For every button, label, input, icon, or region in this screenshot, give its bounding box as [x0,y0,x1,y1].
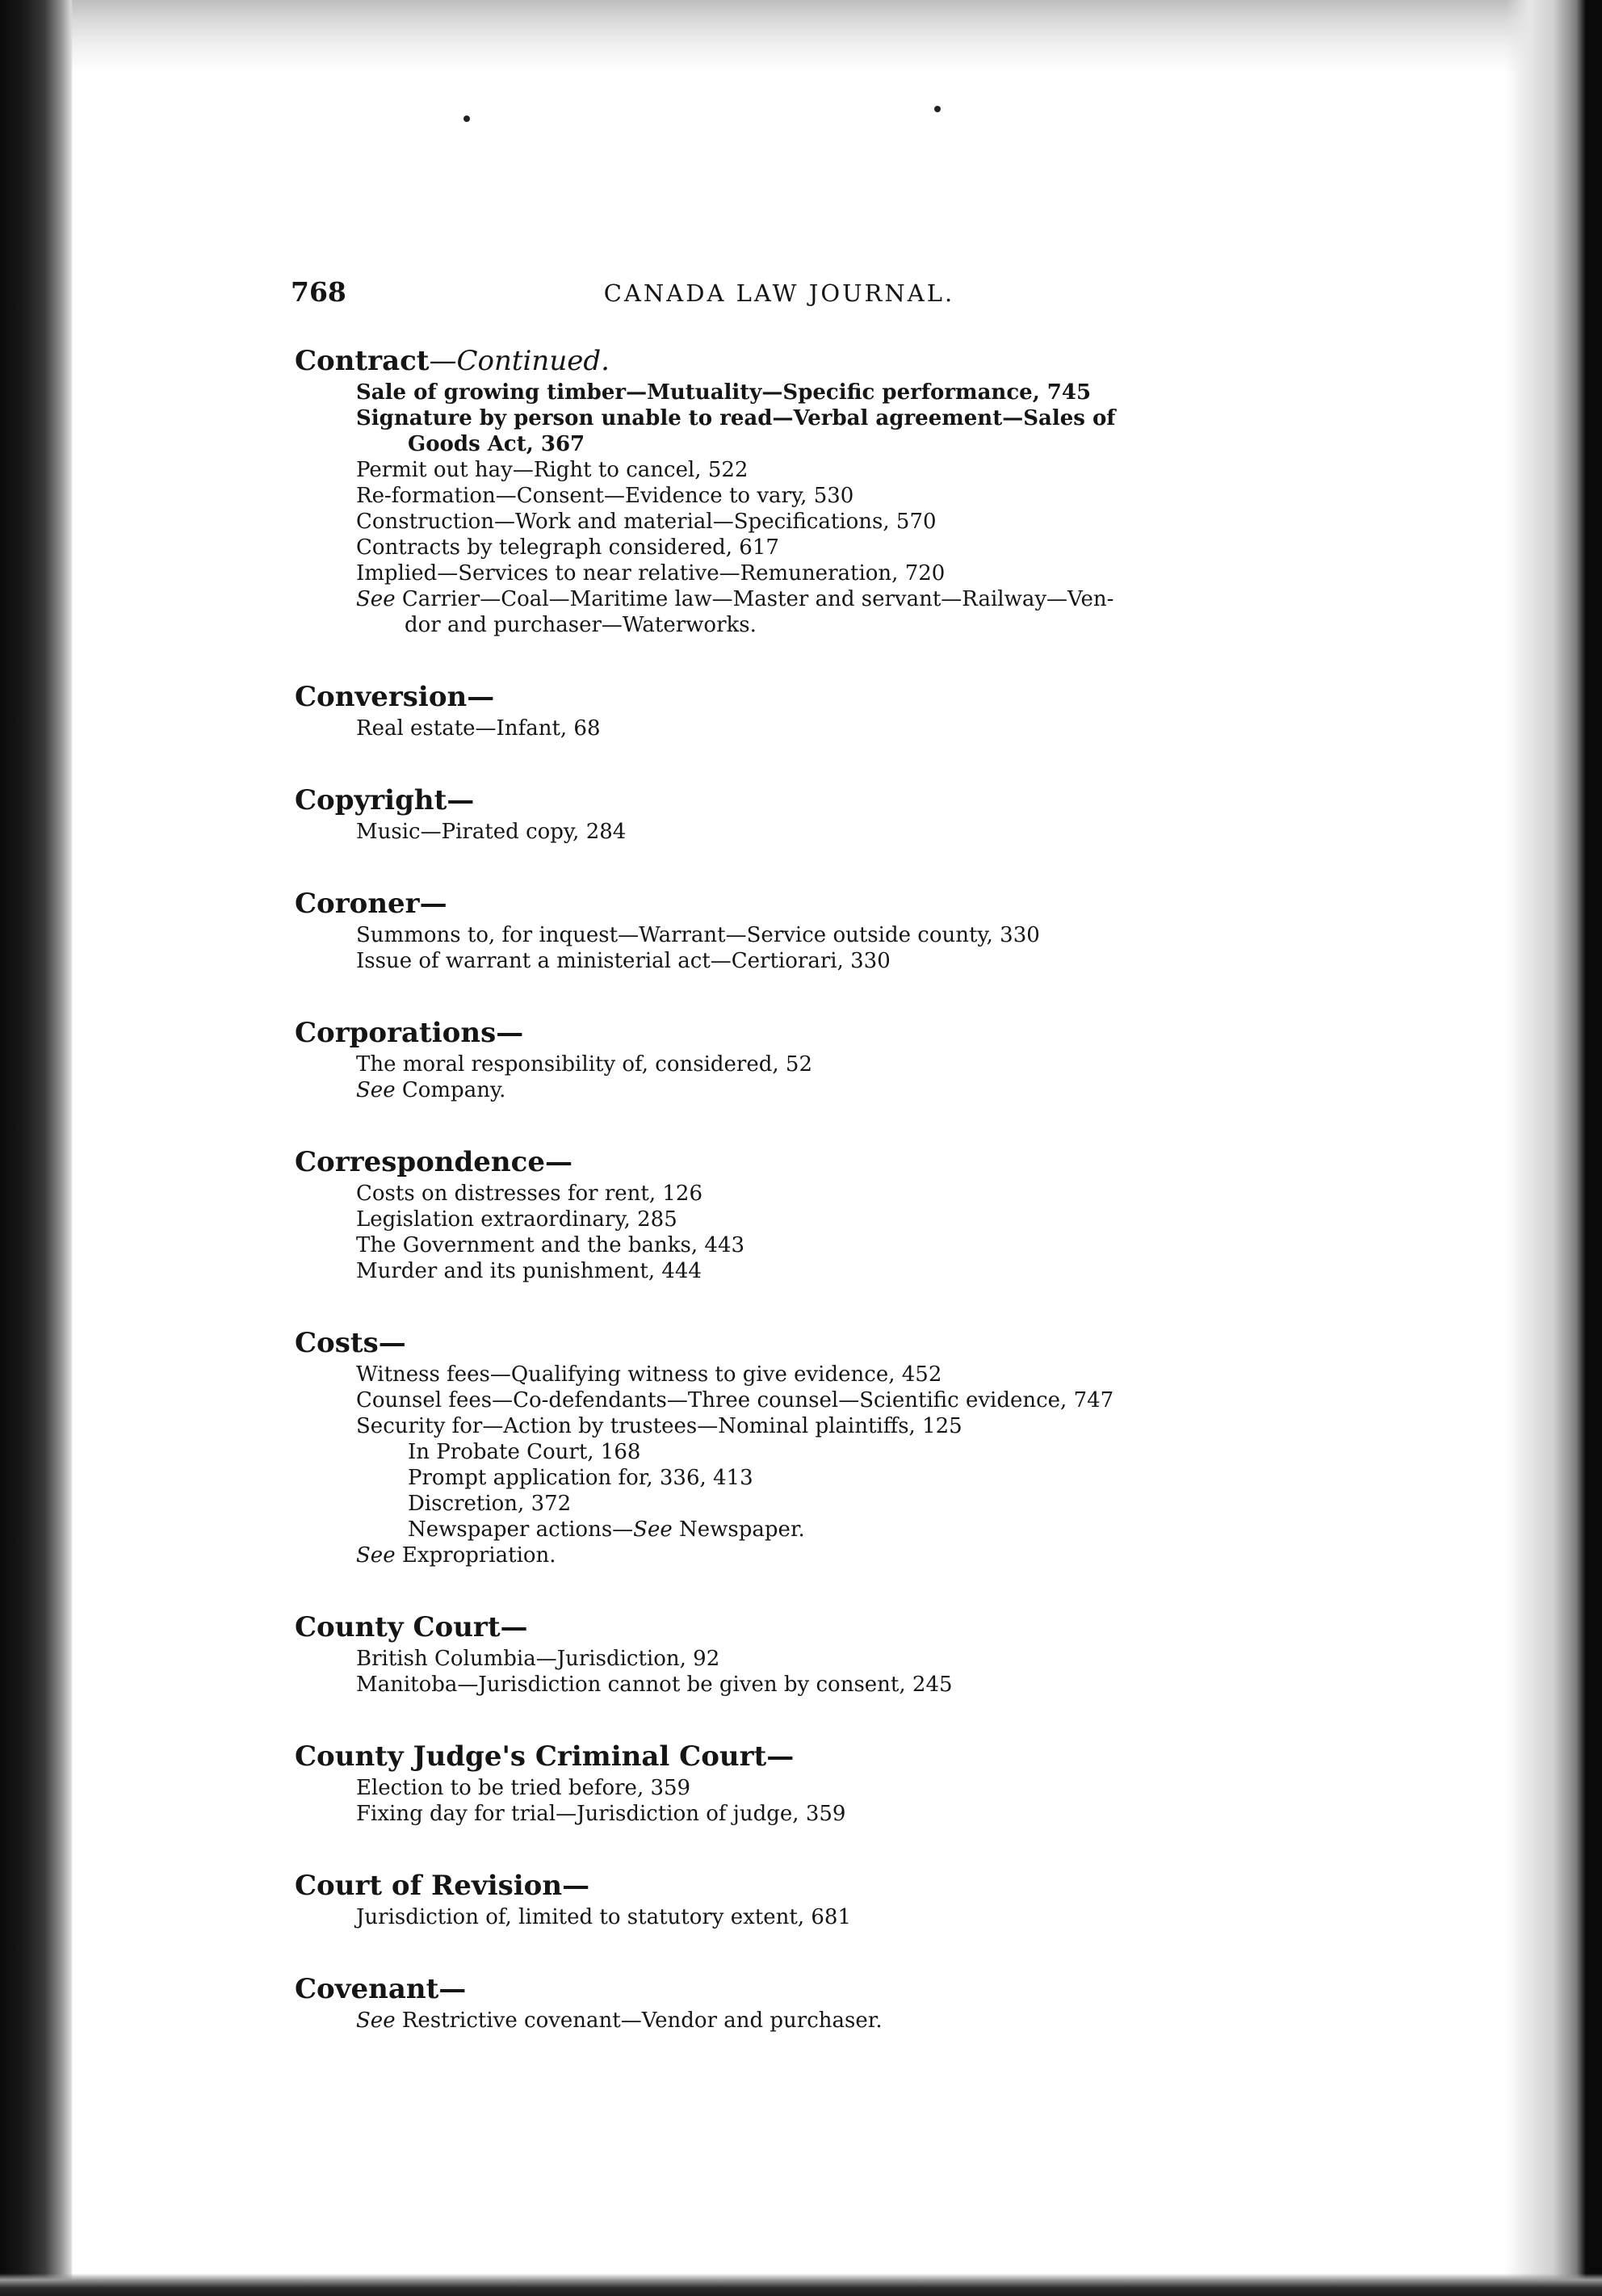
entry-heading: Copyright— [295,784,475,816]
entry-line: Sale of growing timber—Mutuality—Specific performance, 745 [356,380,1092,405]
index-entry-covenant [295,1972,1276,2034]
entry-heading: County Court— [295,1611,528,1643]
running-title: CANADA LAW JOURNAL. [603,279,955,307]
index-entry-costs [295,1326,1276,1568]
entry-line: See Company. [356,1078,506,1102]
scan-edge-top [0,0,1602,73]
entry-heading: Correspondence— [295,1146,572,1178]
index-entry-contract [295,344,1276,638]
page-number: 768 [291,276,346,308]
index-entry-county-judges-criminal-court [295,1740,1276,1827]
entry-line: Summons to, for inquest—Warrant—Service outside county, 330 [356,923,1040,947]
entry-line: Contracts by telegraph considered, 617 [356,535,779,560]
entry-line: Newspaper actions—See Newspaper. [408,1517,805,1542]
entry-line: Jurisdiction of, limited to statutory extent, 681 [356,1905,851,1929]
entry-line: Implied—Services to near relative—Remuneration, 720 [356,561,946,586]
entry-line: Prompt application for, 336, 413 [408,1466,753,1490]
entry-heading: Coroner— [295,888,447,920]
entry-line: Discretion, 372 [408,1492,572,1516]
entry-line: Manitoba—Jurisdiction cannot be given by consent, 245 [356,1673,953,1697]
entry-line: Music—Pirated copy, 284 [356,820,627,844]
entry-line: Re-formation—Consent—Evidence to vary, 530 [356,484,854,508]
scan-edge-right [1505,0,1602,2296]
index-entry-coroner [295,887,1276,974]
entry-line: Permit out hay—Right to cancel, 522 [356,458,749,482]
entry-line: Real estate—Infant, 68 [356,716,601,741]
entry-line: Legislation extraordinary, 285 [356,1207,677,1232]
scan-speck [463,115,470,122]
entry-line: The Government and the banks, 443 [356,1233,745,1257]
entry-heading: Corporations— [295,1017,524,1049]
entry-heading: Costs— [295,1327,406,1359]
entry-line: Issue of warrant a ministerial act—Certiorari, 330 [356,949,891,973]
entry-heading: County Judge's Criminal Court— [295,1740,795,1773]
entry-line: Murder and its punishment, 444 [356,1259,702,1283]
entry-line: Witness fees—Qualifying witness to give evidence, 452 [356,1362,942,1387]
entry-line: See Carrier—Coal—Maritime law—Master and servant—Railway—Ven- [356,587,1114,611]
entry-line: Signature by person unable to read—Verbal agreement—Sales of [356,406,1116,430]
index-entry-county-court [295,1610,1276,1698]
entry-line: Fixing day for trial—Jurisdiction of judge, 359 [356,1802,846,1826]
entry-line: See Restrictive covenant—Vendor and purchaser. [356,2008,883,2033]
entry-heading: Contract—Continued. [295,345,610,377]
index-column [295,344,1276,2076]
entry-line: In Probate Court, 168 [408,1440,641,1464]
index-entry-court-of-revision [295,1869,1276,1930]
entry-heading: Conversion— [295,681,495,713]
entry-line: Construction—Work and material—Specifications, 570 [356,510,937,534]
entry-line: British Columbia—Jurisdiction, 92 [356,1647,720,1671]
scan-edge-left [0,0,73,2296]
entry-heading: Covenant— [295,1973,467,2005]
entry-line: Security for—Action by trustees—Nominal plaintiffs, 125 [356,1414,962,1438]
entry-line: Counsel fees—Co-defendants—Three counsel—Scientific evidence, 747 [356,1388,1114,1412]
entry-heading: Court of Revision— [295,1870,590,1902]
page-header [291,276,1268,309]
entry-line: Goods Act, 367 [408,432,585,456]
scan-speck [934,106,941,112]
scan-edge-bottom [0,2273,1602,2296]
entry-line: dor and purchaser—Waterworks. [405,613,757,637]
index-entry-correspondence [295,1145,1276,1284]
index-entry-conversion [295,680,1276,741]
index-entry-copyright [295,783,1276,845]
entry-line: See Expropriation. [356,1543,556,1568]
entry-line: The moral responsibility of, considered, 52 [356,1052,813,1077]
index-entry-corporations [295,1016,1276,1103]
entry-line: Costs on distresses for rent, 126 [356,1182,702,1206]
entry-line: Election to be tried before, 359 [356,1776,691,1800]
